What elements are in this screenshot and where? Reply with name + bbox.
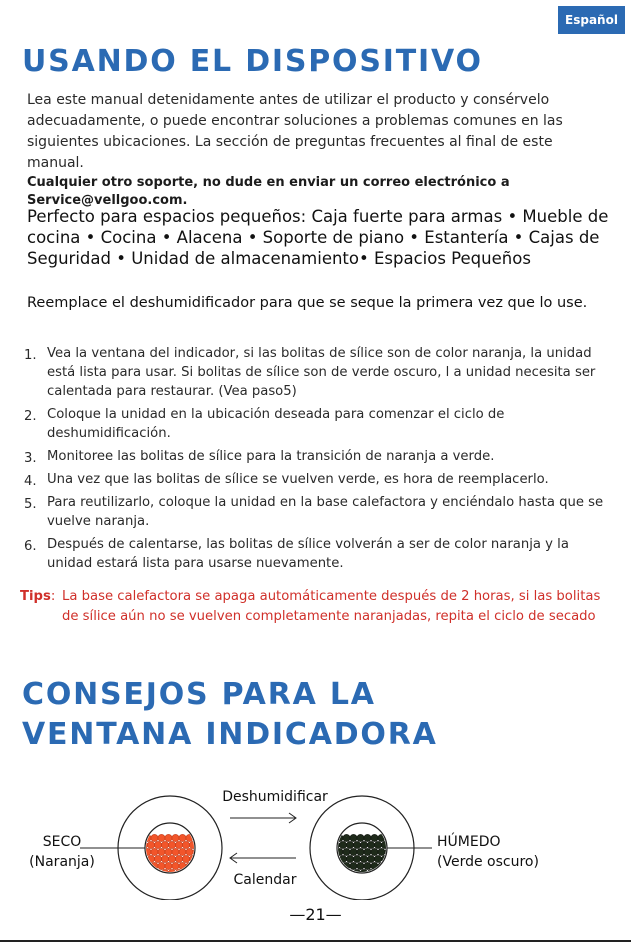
silica-bead bbox=[339, 869, 346, 876]
silica-bead bbox=[154, 841, 161, 848]
intro-text: Lea este manual detenidamente antes de utilizar el producto y consérvelo adecuadamente, o puede encontrar soluciones a problemas comunes en las siguientes ubicaciones. La sección de preguntas frecuentes al final de este manual. bbox=[27, 92, 563, 171]
step-item bbox=[18, 470, 618, 489]
silica-bead bbox=[158, 862, 165, 869]
silica-bead bbox=[189, 869, 196, 876]
step-item bbox=[18, 344, 618, 401]
silica-bead bbox=[165, 862, 172, 869]
bottom-rule bbox=[0, 940, 631, 942]
wet-label-color: (Verde oscuro) bbox=[437, 854, 539, 870]
silica-bead bbox=[367, 841, 374, 848]
dry-label-title: SECO bbox=[42, 834, 82, 850]
silica-bead bbox=[172, 862, 179, 869]
silica-bead bbox=[374, 841, 381, 848]
language-badge: Español bbox=[558, 6, 625, 34]
silica-bead bbox=[186, 848, 193, 855]
silica-bead bbox=[367, 855, 374, 862]
step-item bbox=[18, 493, 618, 531]
silica-bead bbox=[179, 848, 186, 855]
silica-bead bbox=[158, 834, 165, 841]
step-number: 5. bbox=[24, 497, 37, 512]
silica-bead bbox=[154, 855, 161, 862]
silica-bead bbox=[175, 841, 182, 848]
support-email: Service@vellgoo.com. bbox=[27, 193, 188, 208]
silica-bead bbox=[357, 862, 364, 869]
silica-bead bbox=[360, 841, 367, 848]
silica-bead bbox=[350, 862, 357, 869]
tips-text: La base calefactora se apaga automáticamente después de 2 horas, si las bolitas de sílice aún no se vuelven completamente naranjadas, repita el ciclo de secado bbox=[62, 589, 601, 624]
silica-bead bbox=[350, 834, 357, 841]
step-text: Una vez que las bolitas de sílice se vuelven verde, es hora de reemplacerlo. bbox=[47, 472, 549, 487]
silica-bead bbox=[172, 848, 179, 855]
wet-label-title: HÚMEDO bbox=[437, 834, 501, 850]
tips-note: Tips: La base calefactora se apaga automáticamente después de 2 horas, si las bolitas de sílice aún no se vuelven completamente naranjadas, repita el ciclo de secado bbox=[20, 587, 620, 626]
silica-bead bbox=[346, 841, 353, 848]
silica-bead bbox=[385, 862, 392, 869]
step-item bbox=[18, 535, 618, 573]
step-item bbox=[18, 405, 618, 443]
step-text: Coloque la unidad en la ubicación deseada para comenzar el ciclo de deshumidificación. bbox=[47, 407, 505, 441]
steps-list bbox=[18, 344, 618, 577]
silica-bead bbox=[165, 834, 172, 841]
step-text: Para reutilizarlo, coloque la unidad en la base calefactora y enciéndalo hasta que se vuelve naranja. bbox=[47, 495, 604, 529]
silica-bead bbox=[332, 869, 339, 876]
silica-bead bbox=[175, 855, 182, 862]
silica-bead bbox=[182, 869, 189, 876]
intro-paragraph bbox=[27, 90, 602, 210]
silica-bead bbox=[193, 862, 200, 869]
silica-bead bbox=[182, 855, 189, 862]
silica-bead bbox=[147, 841, 154, 848]
silica-bead bbox=[172, 834, 179, 841]
silica-bead bbox=[343, 848, 350, 855]
silica-bead bbox=[182, 841, 189, 848]
silica-bead bbox=[168, 841, 175, 848]
silica-bead bbox=[161, 855, 168, 862]
silica-bead bbox=[357, 834, 364, 841]
silica-bead bbox=[364, 834, 371, 841]
page-number: —21— bbox=[289, 905, 342, 924]
silica-bead bbox=[357, 848, 364, 855]
section-title-indicator-line2: VENTANA INDICADORA bbox=[22, 717, 438, 752]
silica-bead bbox=[371, 834, 378, 841]
section-title-using-device: USANDO EL DISPOSITIVO bbox=[22, 44, 483, 79]
step-number: 1. bbox=[24, 348, 37, 363]
silica-bead bbox=[364, 848, 371, 855]
step-text: Después de calentarse, las bolitas de sílice volverán a ser de color naranja y la unidad estará lista para usarse nuevamente. bbox=[47, 537, 569, 571]
step-number: 6. bbox=[24, 539, 37, 554]
perfect-for-paragraph: Perfecto para espacios pequeños: Caja fuerte para armas • Mueble de cocina • Cocina • Alacena • Soporte de piano • Estantería • Cajas de Seguridad • Unidad de almacenamiento• Espacios Pequeños bbox=[27, 207, 609, 268]
silica-bead bbox=[381, 869, 388, 876]
silica-bead bbox=[353, 855, 360, 862]
step-text: Monitoree las bolitas de sílice para la transición de naranja a verde. bbox=[47, 449, 495, 464]
silica-bead bbox=[179, 834, 186, 841]
silica-bead bbox=[151, 834, 158, 841]
heat-label: Calendar bbox=[233, 872, 297, 888]
tips-label: Tips bbox=[20, 589, 51, 604]
dry-label bbox=[22, 832, 102, 872]
silica-bead bbox=[161, 841, 168, 848]
indicator-diagram bbox=[0, 780, 631, 900]
replace-instruction: Reemplace el deshumidificador para que se seque la primera vez que lo use. bbox=[27, 295, 588, 311]
dehumidify-label: Deshumidificar bbox=[222, 789, 328, 805]
dry-label-color: (Naranja) bbox=[29, 854, 95, 870]
wet-label bbox=[437, 832, 557, 872]
silica-bead bbox=[140, 869, 147, 876]
silica-bead bbox=[168, 855, 175, 862]
silica-bead bbox=[158, 848, 165, 855]
step-item bbox=[18, 447, 618, 466]
silica-bead bbox=[374, 855, 381, 862]
silica-bead bbox=[371, 848, 378, 855]
silica-bead bbox=[151, 848, 158, 855]
step-number: 3. bbox=[24, 451, 37, 466]
step-number: 4. bbox=[24, 474, 37, 489]
step-text: Vea la ventana del indicador, si las bolitas de sílice son de color naranja, la unidad está lista para usar. Si bolitas de sílice son de verde oscuro, l a unidad necesita ser calentada para restaurar. (Vea paso5) bbox=[47, 346, 596, 399]
section-title-indicator-line1: CONSEJOS PARA LA bbox=[22, 677, 376, 712]
silica-bead bbox=[147, 869, 154, 876]
silica-bead bbox=[346, 855, 353, 862]
silica-bead bbox=[339, 841, 346, 848]
silica-bead bbox=[353, 841, 360, 848]
silica-bead bbox=[350, 848, 357, 855]
step-number: 2. bbox=[24, 409, 37, 424]
silica-bead bbox=[378, 848, 385, 855]
silica-bead bbox=[343, 834, 350, 841]
silica-bead bbox=[165, 848, 172, 855]
silica-bead bbox=[374, 869, 381, 876]
support-line-1: Cualquier otro soporte, no dude en enviar un correo electrónico a bbox=[27, 175, 510, 190]
silica-bead bbox=[360, 855, 367, 862]
silica-bead bbox=[364, 862, 371, 869]
